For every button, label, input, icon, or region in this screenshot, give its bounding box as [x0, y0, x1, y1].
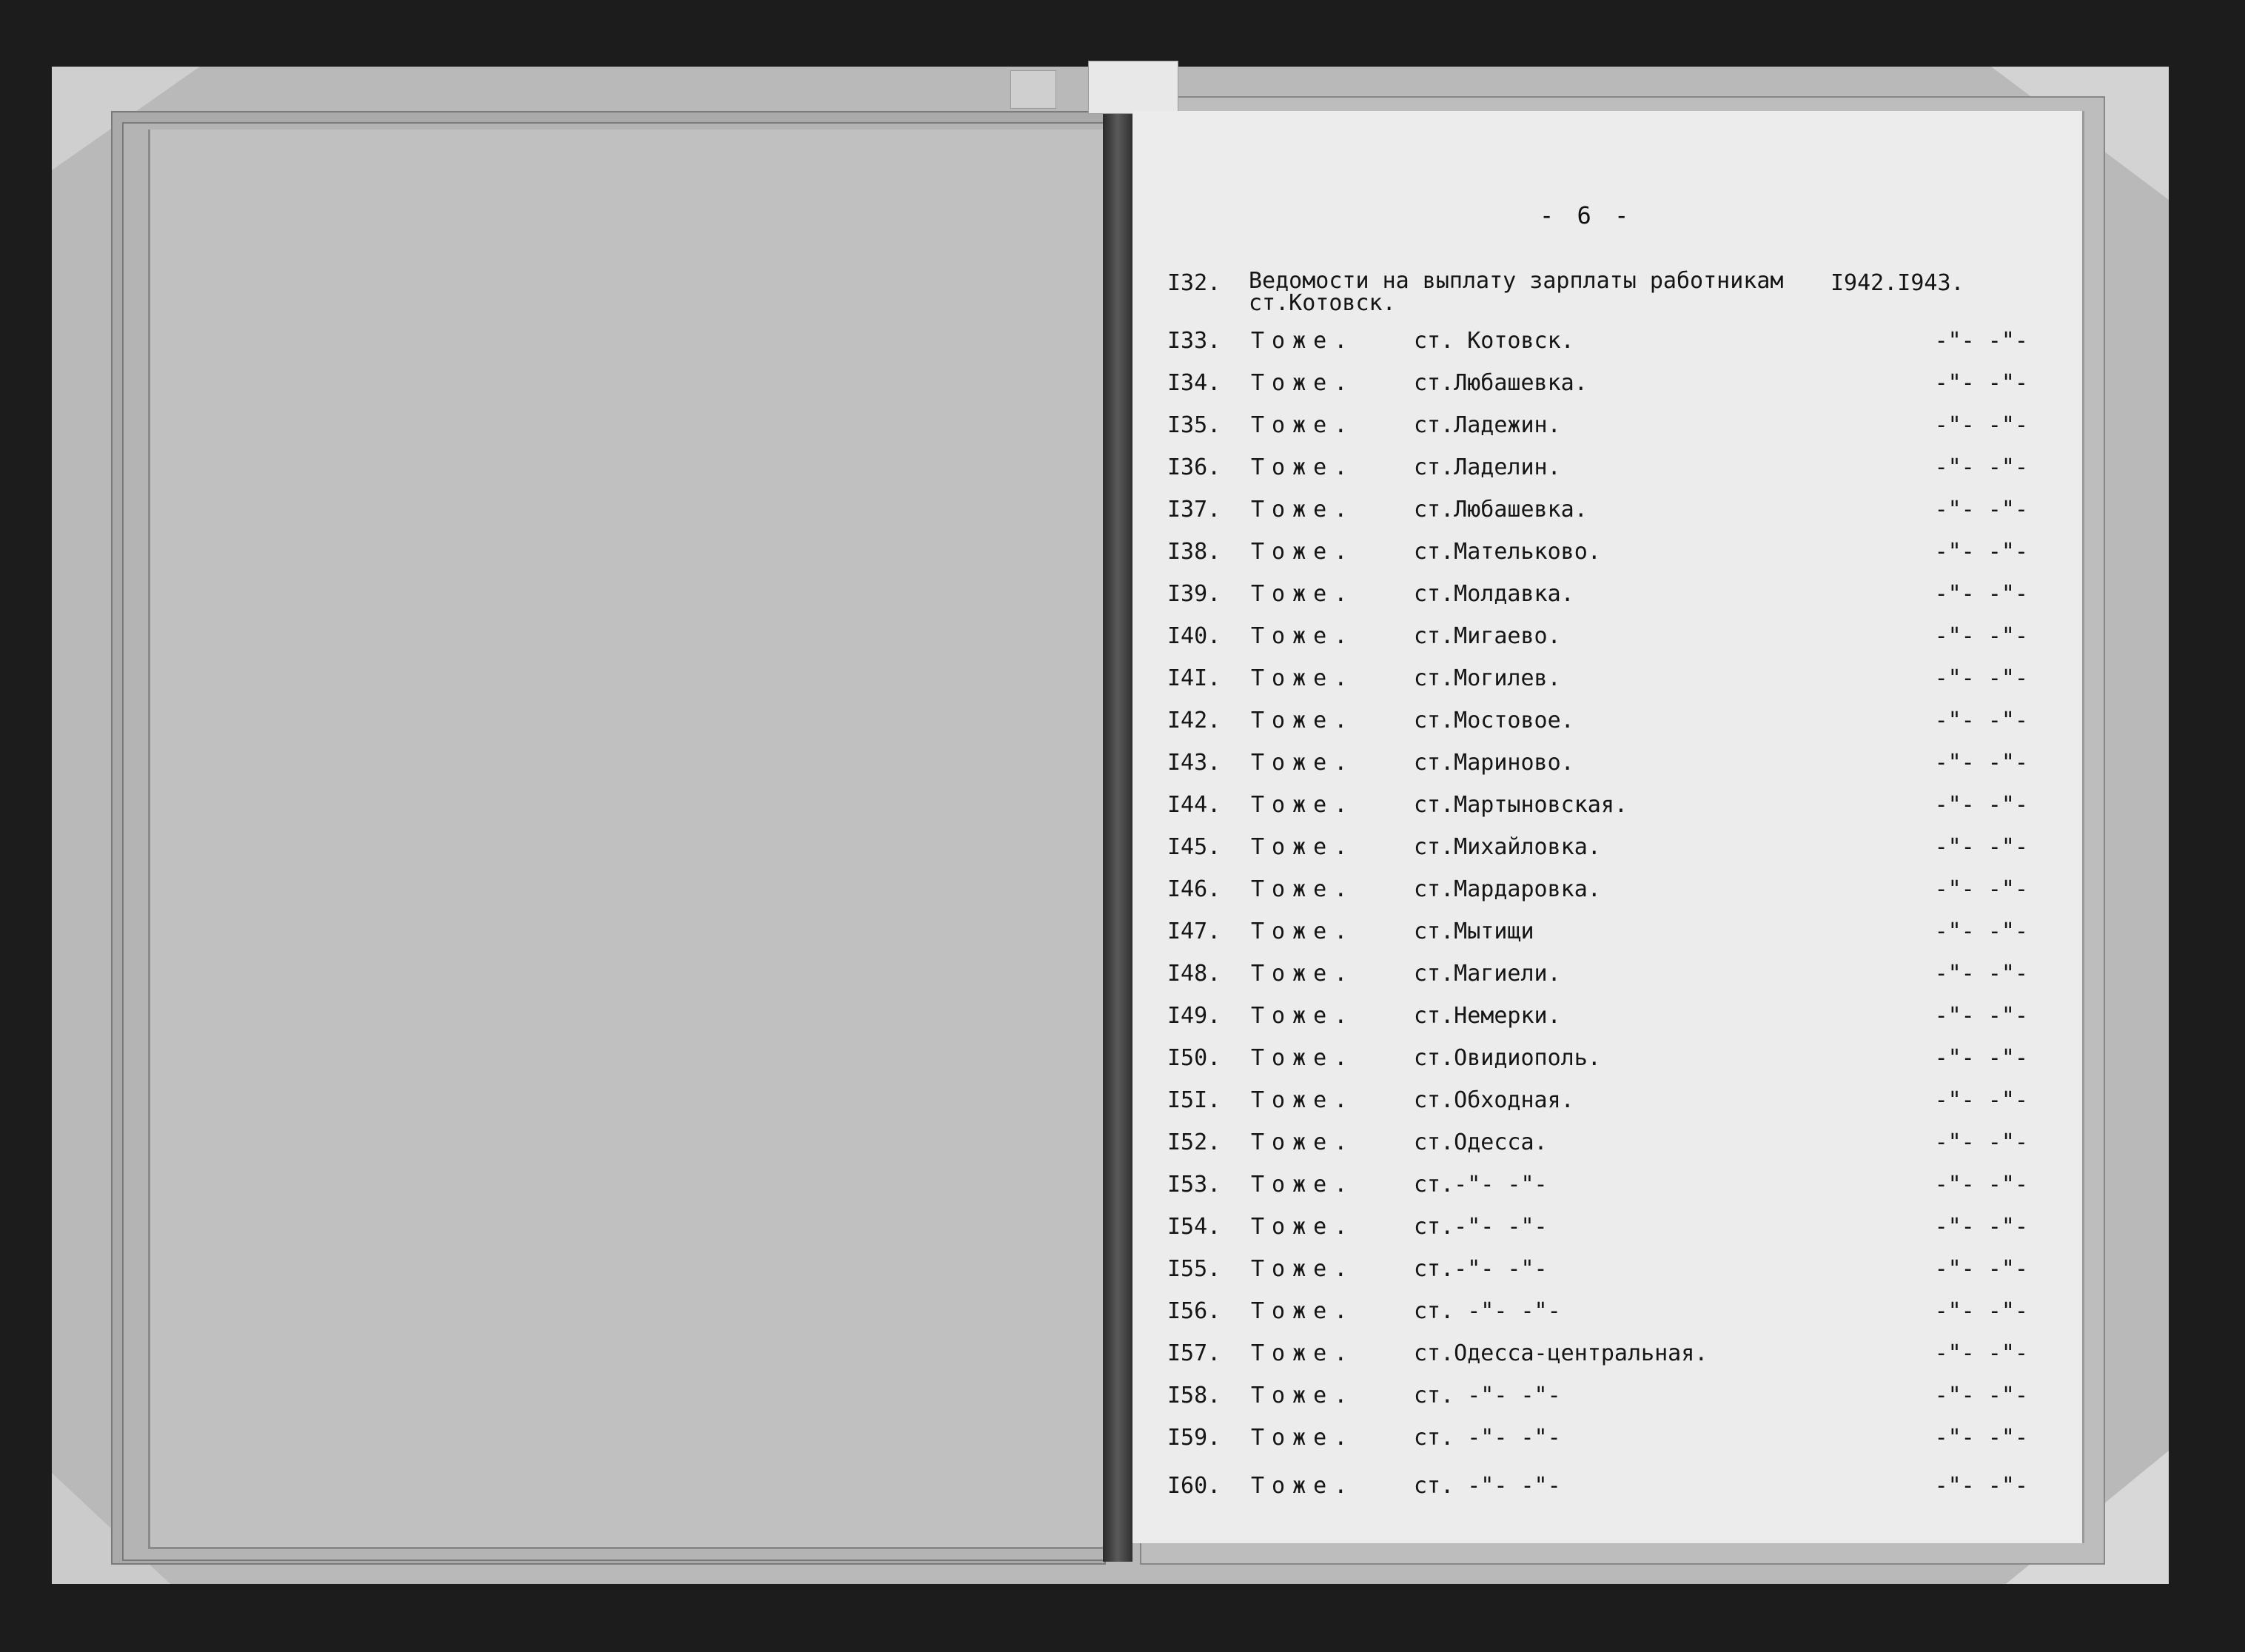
- book-spine: [1103, 111, 1132, 1562]
- entry-ditto: -"- -"-: [1934, 370, 2028, 396]
- entry-ditto: -"- -"-: [1934, 623, 2028, 649]
- entry-ditto: -"- -"-: [1934, 454, 2028, 480]
- entry-station: ст. -"- -"-: [1414, 1383, 1561, 1408]
- entry-station: ст.-"- -"-: [1414, 1256, 1548, 1282]
- entry-description: [1249, 270, 1841, 315]
- entry-same: Тоже.: [1251, 961, 1355, 987]
- entry-same: Тоже.: [1251, 792, 1355, 818]
- page-number: - 6 -: [1540, 201, 1634, 229]
- entry-same: Тоже.: [1251, 1298, 1355, 1324]
- entry-station: ст. -"- -"-: [1414, 1473, 1561, 1499]
- entry-same: Тоже.: [1251, 370, 1355, 396]
- entry-station: ст.Обходная.: [1414, 1087, 1574, 1113]
- table-row: [1132, 1298, 2082, 1334]
- entry-station: ст. -"- -"-: [1414, 1298, 1561, 1324]
- entry-ditto: -"- -"-: [1934, 1473, 2028, 1499]
- entry-ditto: -"- -"-: [1934, 1003, 2028, 1029]
- entry-number: I5I.: [1167, 1087, 1221, 1113]
- entry-same: Тоже.: [1251, 834, 1355, 860]
- entry-ditto: -"- -"-: [1934, 497, 2028, 523]
- entry-years: I942.I943.: [1830, 270, 1964, 296]
- entry-ditto: -"- -"-: [1934, 1298, 2028, 1324]
- entry-ditto: -"- -"-: [1934, 412, 2028, 438]
- table-row: [1132, 1340, 2082, 1376]
- entry-number: I54.: [1167, 1214, 1221, 1240]
- right-page: [1132, 111, 2084, 1543]
- entry-number: I49.: [1167, 1003, 1221, 1029]
- table-row: [1132, 1383, 2082, 1418]
- entry-station: ст.Ладелин.: [1414, 454, 1561, 480]
- table-row: [1132, 876, 2082, 912]
- table-row: [1132, 961, 2082, 996]
- entry-same: Тоже.: [1251, 665, 1355, 691]
- entry-number: I35.: [1167, 412, 1221, 438]
- entry-ditto: -"- -"-: [1934, 1340, 2028, 1366]
- table-row: [1132, 581, 2082, 617]
- entry-ditto: -"- -"-: [1934, 581, 2028, 607]
- table-row: [1132, 1129, 2082, 1165]
- entry-same: Тоже.: [1251, 1256, 1355, 1282]
- entry-ditto: -"- -"-: [1934, 1129, 2028, 1155]
- table-row: [1132, 1473, 2082, 1508]
- entry-ditto: -"- -"-: [1934, 834, 2028, 860]
- table-row: [1132, 623, 2082, 659]
- table-row: [1132, 497, 2082, 532]
- entry-ditto: -"- -"-: [1934, 750, 2028, 776]
- table-row: [1132, 1425, 2082, 1460]
- entry-station: ст.Одесса.: [1414, 1129, 1548, 1155]
- entry-number: I32.: [1167, 270, 1221, 296]
- entry-number: I33.: [1167, 328, 1221, 354]
- entry-station: ст.Могилев.: [1414, 665, 1561, 691]
- entry-same: Тоже.: [1251, 1214, 1355, 1240]
- entry-station: ст.Овидиополь.: [1414, 1045, 1601, 1071]
- table-row: [1132, 750, 2082, 785]
- entry-same: Тоже.: [1251, 1425, 1355, 1451]
- entry-number: I57.: [1167, 1340, 1221, 1366]
- entry-station: ст.Мариново.: [1414, 750, 1574, 776]
- entry-same: Тоже.: [1251, 412, 1355, 438]
- entry-same: Тоже.: [1251, 497, 1355, 523]
- entry-number: I39.: [1167, 581, 1221, 607]
- entry-same: Тоже.: [1251, 623, 1355, 649]
- entry-station: ст.-"- -"-: [1414, 1172, 1548, 1198]
- entry-same: Тоже.: [1251, 454, 1355, 480]
- table-row: [1132, 1214, 2082, 1249]
- entry-ditto: -"- -"-: [1934, 919, 2028, 944]
- entry-number: I48.: [1167, 961, 1221, 987]
- entry-station: ст.Ладежин.: [1414, 412, 1561, 438]
- entry-same: Тоже.: [1251, 1340, 1355, 1366]
- entry-same: Тоже.: [1251, 1172, 1355, 1198]
- entry-ditto: -"- -"-: [1934, 1214, 2028, 1240]
- entry-station: ст. -"- -"-: [1414, 1425, 1561, 1451]
- table-row: [1132, 1003, 2082, 1038]
- entry-number: I52.: [1167, 1129, 1221, 1155]
- entry-description-line1: Ведомости на выплату зарплаты работникам: [1249, 268, 1784, 294]
- table-row: [1132, 708, 2082, 743]
- entry-same: Тоже.: [1251, 708, 1355, 733]
- entry-ditto: -"- -"-: [1934, 1087, 2028, 1113]
- entry-station: ст.Мательково.: [1414, 539, 1601, 565]
- entry-same: Тоже.: [1251, 919, 1355, 944]
- table-row: [1132, 1172, 2082, 1207]
- entry-ditto: -"- -"-: [1934, 792, 2028, 818]
- entry-ditto: -"- -"-: [1934, 1172, 2028, 1198]
- entry-ditto: -"- -"-: [1934, 708, 2028, 733]
- entry-ditto: -"- -"-: [1934, 876, 2028, 902]
- entry-same: Тоже.: [1251, 581, 1355, 607]
- entry-number: I40.: [1167, 623, 1221, 649]
- entry-same: Тоже.: [1251, 1003, 1355, 1029]
- entry-same: Тоже.: [1251, 876, 1355, 902]
- entry-same: Тоже.: [1251, 1045, 1355, 1071]
- entry-ditto: -"- -"-: [1934, 1045, 2028, 1071]
- entry-number: I38.: [1167, 539, 1221, 565]
- entry-same: Тоже.: [1251, 1087, 1355, 1113]
- entry-same: Тоже.: [1251, 1129, 1355, 1155]
- entry-ditto: -"- -"-: [1934, 665, 2028, 691]
- entry-same: Тоже.: [1251, 1383, 1355, 1408]
- entry-number: I56.: [1167, 1298, 1221, 1324]
- entry-ditto: -"- -"-: [1934, 1383, 2028, 1408]
- entry-ditto: -"- -"-: [1934, 1256, 2028, 1282]
- entry-same: Тоже.: [1251, 539, 1355, 565]
- entry-ditto: -"- -"-: [1934, 328, 2028, 354]
- entry-number: I4I.: [1167, 665, 1221, 691]
- entry-station: ст.Мартыновская.: [1414, 792, 1628, 818]
- entry-number: I55.: [1167, 1256, 1221, 1282]
- table-row: [1132, 412, 2082, 448]
- entry-station: ст.Мытищи: [1414, 919, 1534, 944]
- entry-number: I58.: [1167, 1383, 1221, 1408]
- entry-station: ст.Мардаровка.: [1414, 876, 1601, 902]
- entry-station: ст.Любашевка.: [1414, 370, 1588, 396]
- entry-same: Тоже.: [1251, 328, 1355, 354]
- binding-tab: [1088, 61, 1178, 114]
- entry-number: I50.: [1167, 1045, 1221, 1071]
- table-row: [1132, 370, 2082, 406]
- entry-station: ст.Мигаево.: [1414, 623, 1561, 649]
- entry-number: I53.: [1167, 1172, 1221, 1198]
- entry-ditto: -"- -"-: [1934, 539, 2028, 565]
- entry-number: I36.: [1167, 454, 1221, 480]
- entry-number: I47.: [1167, 919, 1221, 944]
- table-row: [1132, 539, 2082, 574]
- table-row: [1132, 665, 2082, 701]
- table-row: [1132, 1087, 2082, 1123]
- left-page-blank: [148, 130, 1105, 1549]
- entry-station: ст.Магиели.: [1414, 961, 1561, 987]
- entry-number: I42.: [1167, 708, 1221, 733]
- table-row: [1132, 792, 2082, 827]
- entry-number: I44.: [1167, 792, 1221, 818]
- entry-station: ст.Мостовое.: [1414, 708, 1574, 733]
- entry-description-line2: ст.Котовск.: [1249, 290, 1396, 316]
- entry-ditto: -"- -"-: [1934, 1425, 2028, 1451]
- table-row: [1132, 919, 2082, 954]
- entry-number: I60.: [1167, 1473, 1221, 1499]
- entry-station: ст.-"- -"-: [1414, 1214, 1548, 1240]
- entry-number: I45.: [1167, 834, 1221, 860]
- entry-number: I43.: [1167, 750, 1221, 776]
- entry-station: ст.Одесса-центральная.: [1414, 1340, 1708, 1366]
- entry-number: I46.: [1167, 876, 1221, 902]
- entry-ditto: -"- -"-: [1934, 961, 2028, 987]
- table-row: [1132, 1045, 2082, 1081]
- table-row: [1132, 1256, 2082, 1292]
- entry-same: Тоже.: [1251, 750, 1355, 776]
- entry-station: ст.Молдавка.: [1414, 581, 1574, 607]
- table-row: [1132, 328, 2082, 363]
- entry-number: I37.: [1167, 497, 1221, 523]
- table-row: [1132, 454, 2082, 490]
- entry-station: ст.Немерки.: [1414, 1003, 1561, 1029]
- entry-same: Тоже.: [1251, 1473, 1355, 1499]
- binding-tab-left: [1010, 70, 1056, 109]
- entry-row-first: [1132, 270, 2082, 322]
- entry-station: ст.Любашевка.: [1414, 497, 1588, 523]
- entry-number: I34.: [1167, 370, 1221, 396]
- table-row: [1132, 834, 2082, 870]
- entry-station: ст.Михайловка.: [1414, 834, 1601, 860]
- entry-number: I59.: [1167, 1425, 1221, 1451]
- entry-station: ст. Котовск.: [1414, 328, 1574, 354]
